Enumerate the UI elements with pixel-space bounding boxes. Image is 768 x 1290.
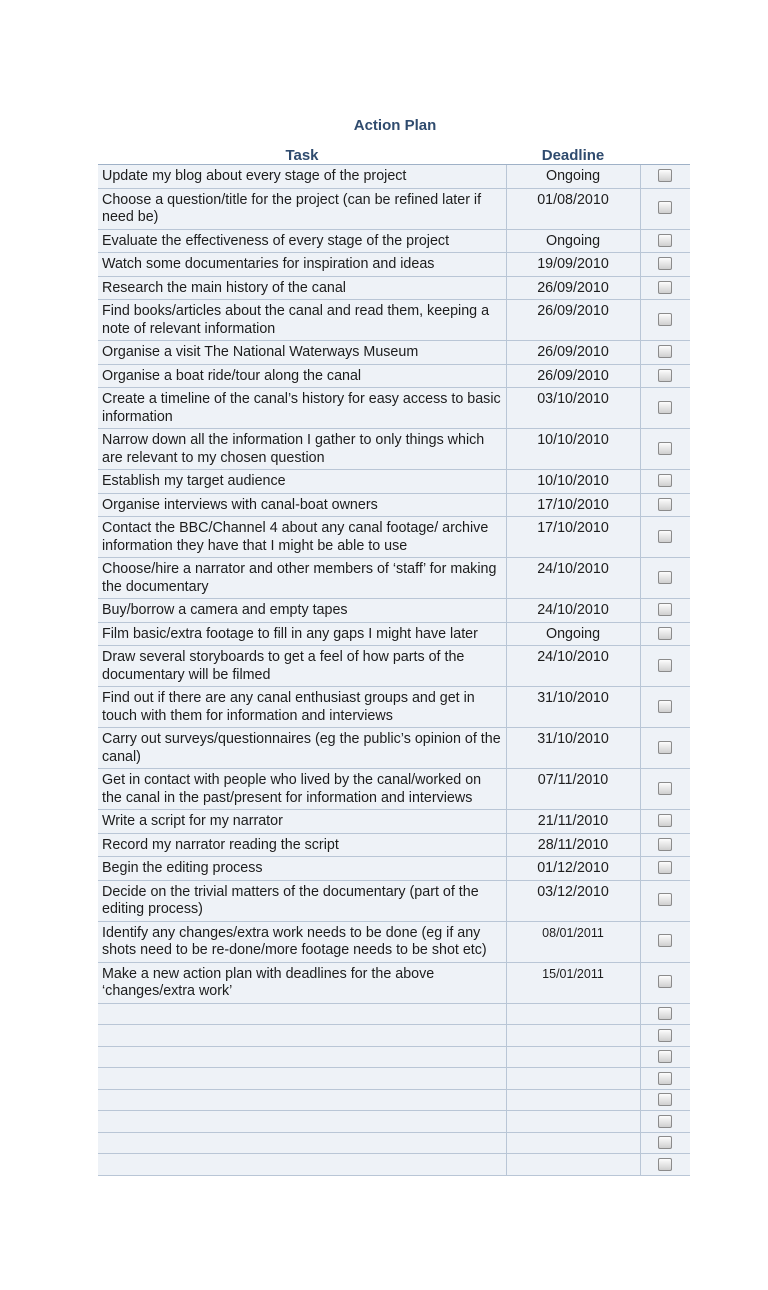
task-cell: Organise interviews with canal-boat owners bbox=[98, 493, 506, 517]
checkbox-cell bbox=[640, 728, 690, 769]
checkbox-cell bbox=[640, 429, 690, 470]
table-row bbox=[98, 300, 690, 341]
task-cell: Establish my target audience bbox=[98, 470, 506, 494]
done-checkbox[interactable] bbox=[658, 700, 672, 713]
deadline-cell: 19/09/2010 bbox=[506, 253, 640, 277]
done-checkbox[interactable] bbox=[658, 1072, 672, 1085]
action-plan-table bbox=[98, 140, 690, 1176]
done-checkbox[interactable] bbox=[658, 345, 672, 358]
task-cell: Write a script for my narrator bbox=[98, 810, 506, 834]
task-cell: Narrow down all the information I gather to only things which are relevant to my chosen question bbox=[98, 429, 506, 470]
table-row bbox=[98, 622, 690, 646]
empty-task-cell bbox=[98, 1025, 506, 1047]
task-cell: Decide on the trivial matters of the documentary (part of the editing process) bbox=[98, 880, 506, 921]
table-row bbox=[98, 921, 690, 962]
empty-task-cell bbox=[98, 1089, 506, 1111]
done-checkbox[interactable] bbox=[658, 281, 672, 294]
deadline-cell: 31/10/2010 bbox=[506, 728, 640, 769]
task-cell: Evaluate the effectiveness of every stage of the project bbox=[98, 229, 506, 253]
done-column-header bbox=[640, 140, 690, 165]
checkbox-cell bbox=[640, 188, 690, 229]
deadline-cell: 26/09/2010 bbox=[506, 276, 640, 300]
deadline-cell: 17/10/2010 bbox=[506, 493, 640, 517]
done-checkbox[interactable] bbox=[658, 814, 672, 827]
done-checkbox[interactable] bbox=[658, 838, 672, 851]
table-row bbox=[98, 728, 690, 769]
task-cell: Identify any changes/extra work needs to be done (eg if any shots need to be re-done/more footage needs to be shot etc) bbox=[98, 921, 506, 962]
checkbox-cell bbox=[640, 300, 690, 341]
deadline-cell: 15/01/2011 bbox=[506, 962, 640, 1003]
task-cell: Update my blog about every stage of the project bbox=[98, 165, 506, 189]
checkbox-cell bbox=[640, 622, 690, 646]
done-checkbox[interactable] bbox=[658, 1050, 672, 1063]
task-cell: Organise a boat ride/tour along the canal bbox=[98, 364, 506, 388]
deadline-cell: Ongoing bbox=[506, 229, 640, 253]
table-row bbox=[98, 253, 690, 277]
empty-task-cell bbox=[98, 1068, 506, 1090]
table-row bbox=[98, 646, 690, 687]
empty-task-cell bbox=[98, 1154, 506, 1176]
done-checkbox[interactable] bbox=[658, 1093, 672, 1106]
checkbox-cell bbox=[640, 1068, 690, 1090]
empty-row bbox=[98, 1068, 690, 1090]
task-cell: Choose/hire a narrator and other members of ‘staff’ for making the documentary bbox=[98, 558, 506, 599]
table-row bbox=[98, 493, 690, 517]
checkbox-cell bbox=[640, 810, 690, 834]
task-cell: Choose a question/title for the project (can be refined later if need be) bbox=[98, 188, 506, 229]
task-cell: Record my narrator reading the script bbox=[98, 833, 506, 857]
task-cell: Film basic/extra footage to fill in any gaps I might have later bbox=[98, 622, 506, 646]
done-checkbox[interactable] bbox=[658, 1115, 672, 1128]
checkbox-cell bbox=[640, 364, 690, 388]
done-checkbox[interactable] bbox=[658, 975, 672, 988]
deadline-cell: 08/01/2011 bbox=[506, 921, 640, 962]
task-cell: Carry out surveys/questionnaires (eg the public’s opinion of the canal) bbox=[98, 728, 506, 769]
checkbox-cell bbox=[640, 253, 690, 277]
checkbox-cell bbox=[640, 687, 690, 728]
done-checkbox[interactable] bbox=[658, 530, 672, 543]
deadline-cell: 03/10/2010 bbox=[506, 388, 640, 429]
done-checkbox[interactable] bbox=[658, 934, 672, 947]
checkbox-cell bbox=[640, 857, 690, 881]
empty-deadline-cell bbox=[506, 1154, 640, 1176]
done-checkbox[interactable] bbox=[658, 313, 672, 326]
deadline-column-header: Deadline bbox=[506, 140, 640, 165]
table-row bbox=[98, 857, 690, 881]
empty-deadline-cell bbox=[506, 1025, 640, 1047]
checkbox-cell bbox=[640, 165, 690, 189]
done-checkbox[interactable] bbox=[658, 1136, 672, 1149]
table-row bbox=[98, 188, 690, 229]
header-row bbox=[98, 140, 690, 165]
done-checkbox[interactable] bbox=[658, 1158, 672, 1171]
table-row bbox=[98, 229, 690, 253]
table-row bbox=[98, 429, 690, 470]
checkbox-cell bbox=[640, 1154, 690, 1176]
checkbox-cell bbox=[640, 558, 690, 599]
checkbox-cell bbox=[640, 599, 690, 623]
deadline-cell: Ongoing bbox=[506, 622, 640, 646]
deadline-cell: 03/12/2010 bbox=[506, 880, 640, 921]
table-row bbox=[98, 810, 690, 834]
table-row bbox=[98, 341, 690, 365]
checkbox-cell bbox=[640, 1111, 690, 1133]
table-row bbox=[98, 276, 690, 300]
empty-row bbox=[98, 1154, 690, 1176]
checkbox-cell bbox=[640, 921, 690, 962]
table-row bbox=[98, 687, 690, 728]
done-checkbox[interactable] bbox=[658, 369, 672, 382]
done-checkbox[interactable] bbox=[658, 257, 672, 270]
done-checkbox[interactable] bbox=[658, 893, 672, 906]
deadline-cell: 28/11/2010 bbox=[506, 833, 640, 857]
deadline-cell: 17/10/2010 bbox=[506, 517, 640, 558]
deadline-cell: 26/09/2010 bbox=[506, 300, 640, 341]
empty-deadline-cell bbox=[506, 1089, 640, 1111]
table-row bbox=[98, 517, 690, 558]
table-row bbox=[98, 599, 690, 623]
deadline-cell: 31/10/2010 bbox=[506, 687, 640, 728]
checkbox-cell bbox=[640, 962, 690, 1003]
done-checkbox[interactable] bbox=[658, 1007, 672, 1020]
done-checkbox[interactable] bbox=[658, 442, 672, 455]
checkbox-cell bbox=[640, 276, 690, 300]
table-row bbox=[98, 962, 690, 1003]
checkbox-cell bbox=[640, 388, 690, 429]
checkbox-cell bbox=[640, 880, 690, 921]
done-checkbox[interactable] bbox=[658, 498, 672, 511]
checkbox-cell bbox=[640, 1046, 690, 1068]
task-cell: Create a timeline of the canal’s history for easy access to basic information bbox=[98, 388, 506, 429]
table-body bbox=[98, 165, 690, 1176]
task-cell: Buy/borrow a camera and empty tapes bbox=[98, 599, 506, 623]
checkbox-cell bbox=[640, 470, 690, 494]
checkbox-cell bbox=[640, 1089, 690, 1111]
done-checkbox[interactable] bbox=[658, 659, 672, 672]
done-checkbox[interactable] bbox=[658, 571, 672, 584]
deadline-cell: 07/11/2010 bbox=[506, 769, 640, 810]
checkbox-cell bbox=[640, 517, 690, 558]
task-cell: Contact the BBC/Channel 4 about any canal footage/ archive information they have that I might be able to use bbox=[98, 517, 506, 558]
checkbox-cell bbox=[640, 1132, 690, 1154]
empty-deadline-cell bbox=[506, 1068, 640, 1090]
empty-task-cell bbox=[98, 1003, 506, 1025]
deadline-cell: 24/10/2010 bbox=[506, 646, 640, 687]
table-row bbox=[98, 880, 690, 921]
checkbox-cell bbox=[640, 769, 690, 810]
empty-deadline-cell bbox=[506, 1003, 640, 1025]
task-cell: Get in contact with people who lived by the canal/worked on the canal in the past/present for information and interviews bbox=[98, 769, 506, 810]
table-row bbox=[98, 833, 690, 857]
deadline-cell: 01/08/2010 bbox=[506, 188, 640, 229]
empty-deadline-cell bbox=[506, 1132, 640, 1154]
task-cell: Find books/articles about the canal and read them, keeping a note of relevant information bbox=[98, 300, 506, 341]
empty-task-cell bbox=[98, 1046, 506, 1068]
deadline-cell: Ongoing bbox=[506, 165, 640, 189]
empty-deadline-cell bbox=[506, 1111, 640, 1133]
deadline-cell: 24/10/2010 bbox=[506, 599, 640, 623]
task-cell: Begin the editing process bbox=[98, 857, 506, 881]
done-checkbox[interactable] bbox=[658, 201, 672, 214]
done-checkbox[interactable] bbox=[658, 234, 672, 247]
task-cell: Make a new action plan with deadlines for the above ‘changes/extra work’ bbox=[98, 962, 506, 1003]
task-column-header: Task bbox=[98, 140, 506, 165]
table-row bbox=[98, 470, 690, 494]
table-row bbox=[98, 364, 690, 388]
task-cell: Draw several storyboards to get a feel of how parts of the documentary will be filmed bbox=[98, 646, 506, 687]
done-checkbox[interactable] bbox=[658, 169, 672, 182]
empty-deadline-cell bbox=[506, 1046, 640, 1068]
checkbox-cell bbox=[640, 1003, 690, 1025]
empty-row bbox=[98, 1003, 690, 1025]
task-cell: Find out if there are any canal enthusiast groups and get in touch with them for information and interviews bbox=[98, 687, 506, 728]
empty-row bbox=[98, 1111, 690, 1133]
checkbox-cell bbox=[640, 341, 690, 365]
deadline-cell: 26/09/2010 bbox=[506, 341, 640, 365]
task-cell: Organise a visit The National Waterways Museum bbox=[98, 341, 506, 365]
checkbox-cell bbox=[640, 646, 690, 687]
empty-row bbox=[98, 1046, 690, 1068]
task-cell: Research the main history of the canal bbox=[98, 276, 506, 300]
empty-row bbox=[98, 1025, 690, 1047]
empty-row bbox=[98, 1089, 690, 1111]
checkbox-cell bbox=[640, 1025, 690, 1047]
empty-task-cell bbox=[98, 1132, 506, 1154]
deadline-cell: 10/10/2010 bbox=[506, 470, 640, 494]
table-row bbox=[98, 769, 690, 810]
done-checkbox[interactable] bbox=[658, 782, 672, 795]
checkbox-cell bbox=[640, 229, 690, 253]
deadline-cell: 10/10/2010 bbox=[506, 429, 640, 470]
checkbox-cell bbox=[640, 493, 690, 517]
empty-row bbox=[98, 1132, 690, 1154]
done-checkbox[interactable] bbox=[658, 603, 672, 616]
done-checkbox[interactable] bbox=[658, 741, 672, 754]
done-checkbox[interactable] bbox=[658, 627, 672, 640]
deadline-cell: 21/11/2010 bbox=[506, 810, 640, 834]
done-checkbox[interactable] bbox=[658, 401, 672, 414]
done-checkbox[interactable] bbox=[658, 861, 672, 874]
task-cell: Watch some documentaries for inspiration and ideas bbox=[98, 253, 506, 277]
page-title: Action Plan bbox=[353, 117, 437, 134]
done-checkbox[interactable] bbox=[658, 474, 672, 487]
deadline-cell: 24/10/2010 bbox=[506, 558, 640, 599]
checkbox-cell bbox=[640, 833, 690, 857]
done-checkbox[interactable] bbox=[658, 1029, 672, 1042]
table-row bbox=[98, 558, 690, 599]
deadline-cell: 01/12/2010 bbox=[506, 857, 640, 881]
deadline-cell: 26/09/2010 bbox=[506, 364, 640, 388]
table-row bbox=[98, 388, 690, 429]
empty-task-cell bbox=[98, 1111, 506, 1133]
table-row bbox=[98, 165, 690, 189]
